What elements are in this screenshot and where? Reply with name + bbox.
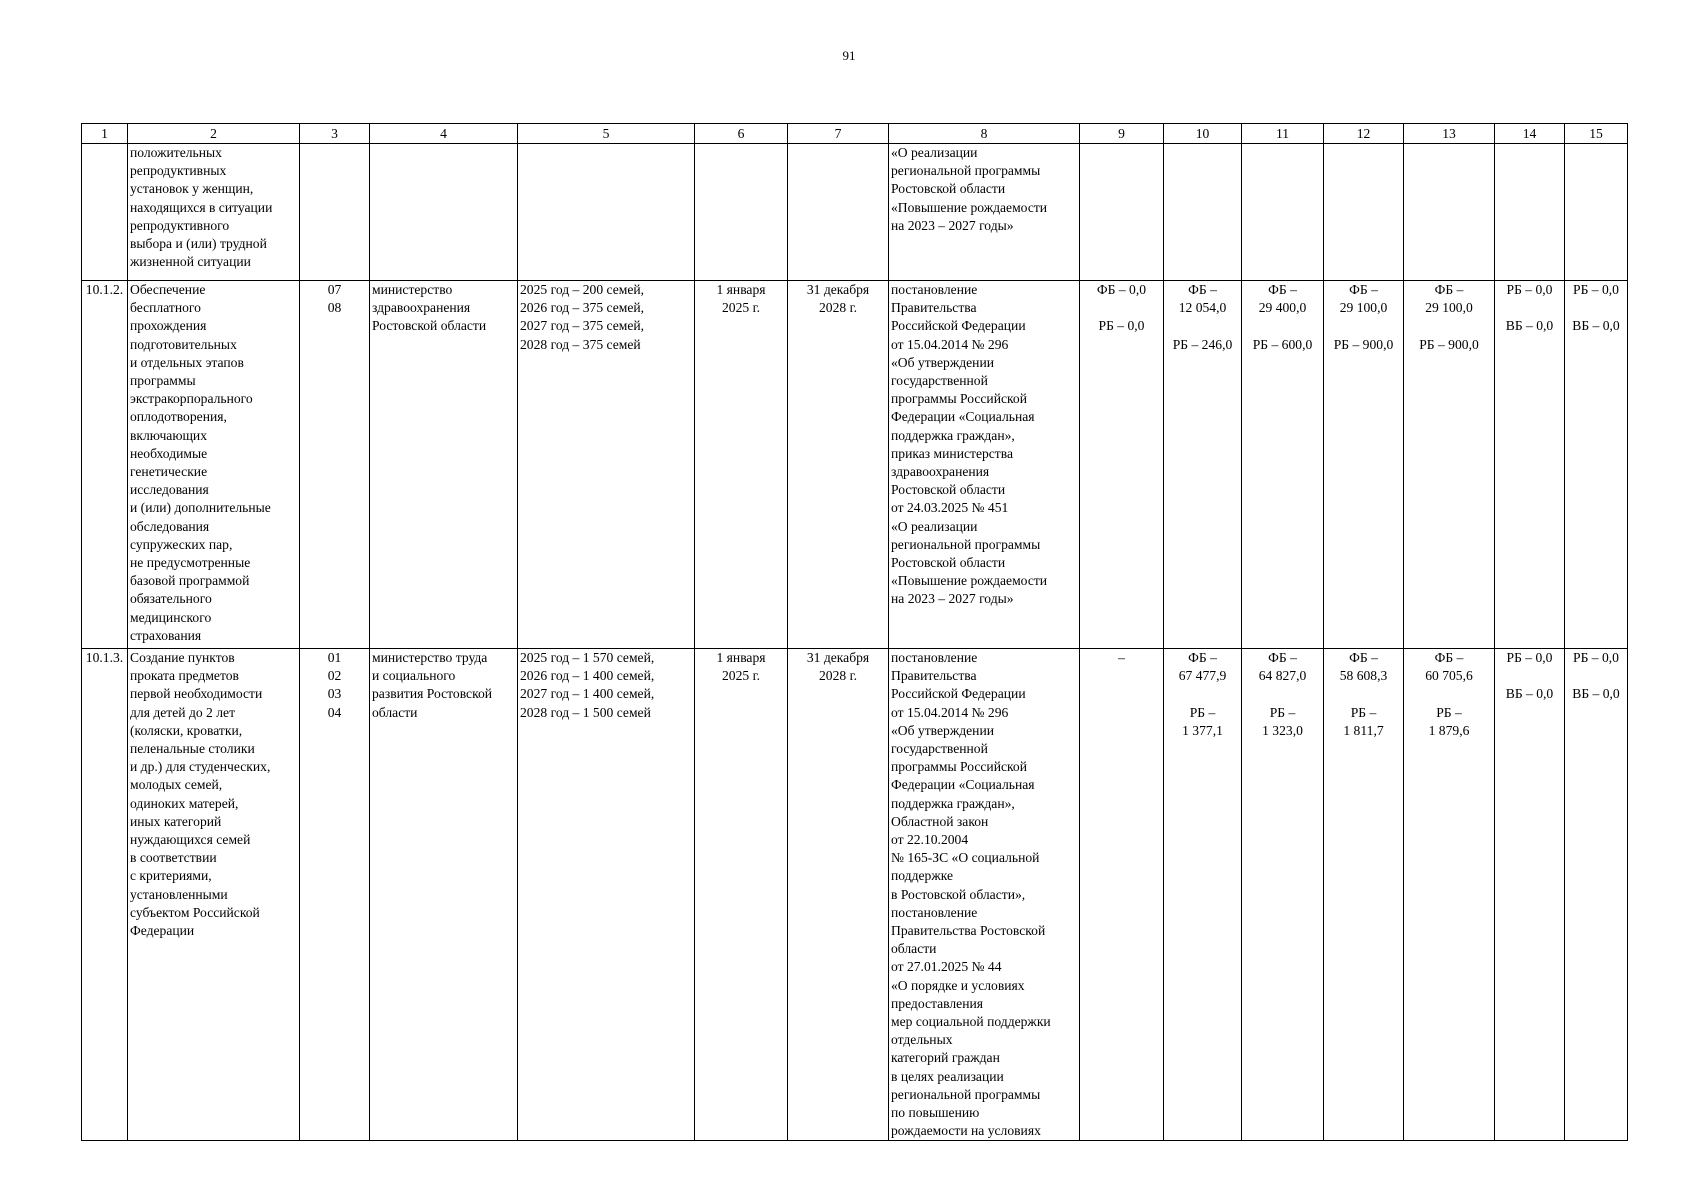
funding-col-9: ФБ – 0,0 РБ – 0,0: [1080, 281, 1164, 649]
header-col-3: 3: [300, 124, 370, 144]
legal-basis: постановление Правительства Российской Федерации от 15.04.2014 № 296 «Об утверждении государственной программы Российской Федерации «Социальная поддержка граждан», Областной закон от 22.10.2004 № 165-ЗС «О социальной поддержке в Ростовской области», постановление Правительства Ростовской области от 27.01.2025 № 44 «О порядке и условиях предоставления мер социальной поддержки отдельных категорий граждан в целях реализации региональной программы по повышению рождаемости на условиях: [889, 649, 1080, 1141]
funding-col-13: ФБ – 29 100,0 РБ – 900,0: [1404, 281, 1495, 649]
responsible-executor: министерство здравоохранения Ростовской области: [370, 281, 518, 649]
code-cell: 07 08: [300, 281, 370, 649]
funding-col-11: ФБ – 29 400,0 РБ – 600,0: [1242, 281, 1324, 649]
header-col-7: 7: [788, 124, 889, 144]
target-indicator: 2025 год – 200 семей, 2026 год – 375 семей, 2027 год – 375 семей, 2028 год – 375 семей: [518, 281, 695, 649]
funding-col-15: РБ – 0,0 ВБ – 0,0: [1565, 281, 1628, 649]
funding-col-12: ФБ – 58 608,3 РБ – 1 811,7: [1324, 649, 1404, 1141]
funding-col-13: [1404, 144, 1495, 281]
legal-basis: «О реализации региональной программы Ростовской области «Повышение рождаемости на 2023 – 2027 годы»: [889, 144, 1080, 281]
funding-col-14: РБ – 0,0 ВБ – 0,0: [1495, 281, 1565, 649]
end-date: 31 декабря 2028 г.: [788, 281, 889, 649]
funding-col-12: [1324, 144, 1404, 281]
row-number: 10.1.3.: [82, 649, 128, 1141]
start-date: 1 января 2025 г.: [695, 281, 788, 649]
funding-col-14: РБ – 0,0 ВБ – 0,0: [1495, 649, 1565, 1141]
header-col-10: 10: [1164, 124, 1242, 144]
program-table: [81, 123, 1628, 1141]
header-col-9: 9: [1080, 124, 1164, 144]
header-col-4: 4: [370, 124, 518, 144]
activity-name: Создание пунктов проката предметов первой необходимости для детей до 2 лет (коляски, кроватки, пеленальные столики и др.) для студенческих, молодых семей, одиноких матерей, иных категорий нуждающихся семей в соответствии с критериями, установленными субъектом Российской Федерации: [128, 649, 300, 1141]
header-col-2: 2: [128, 124, 300, 144]
table-row: [82, 649, 1628, 1141]
responsible-executor: [370, 144, 518, 281]
page-number: 91: [842, 48, 856, 63]
funding-col-9: [1080, 144, 1164, 281]
header-col-5: 5: [518, 124, 695, 144]
code-cell: [300, 144, 370, 281]
target-indicator: [518, 144, 695, 281]
funding-col-15: [1565, 144, 1628, 281]
row-number: [82, 144, 128, 281]
funding-col-9: –: [1080, 649, 1164, 1141]
funding-col-11: ФБ – 64 827,0 РБ – 1 323,0: [1242, 649, 1324, 1141]
table-row: [82, 281, 1628, 649]
header-col-6: 6: [695, 124, 788, 144]
header-col-8: 8: [889, 124, 1080, 144]
row-number: 10.1.2.: [82, 281, 128, 649]
code-cell: 01 02 03 04: [300, 649, 370, 1141]
header-col-14: 14: [1495, 124, 1565, 144]
responsible-executor: министерство труда и социального развития Ростовской области: [370, 649, 518, 1141]
table-row: [82, 144, 1628, 281]
end-date: 31 декабря 2028 г.: [788, 649, 889, 1141]
header-col-13: 13: [1404, 124, 1495, 144]
header-col-15: 15: [1565, 124, 1628, 144]
header-col-1: 1: [82, 124, 128, 144]
funding-col-13: ФБ – 60 705,6 РБ – 1 879,6: [1404, 649, 1495, 1141]
target-indicator: 2025 год – 1 570 семей, 2026 год – 1 400 семей, 2027 год – 1 400 семей, 2028 год – 1 500 семей: [518, 649, 695, 1141]
start-date: [695, 144, 788, 281]
start-date: 1 января 2025 г.: [695, 649, 788, 1141]
funding-col-10: ФБ – 12 054,0 РБ – 246,0: [1164, 281, 1242, 649]
funding-col-11: [1242, 144, 1324, 281]
activity-name: Обеспечение бесплатного прохождения подготовительных и отдельных этапов программы экстракорпорального оплодотворения, включающих необходимые генетические исследования и (или) дополнительные обследования супружеских пар, не предусмотренные базовой программой обязательного медицинского страхования: [128, 281, 300, 649]
funding-col-10: [1164, 144, 1242, 281]
header-col-11: 11: [1242, 124, 1324, 144]
header-row: [82, 124, 1628, 144]
activity-name: положительных репродуктивных установок у женщин, находящихся в ситуации репродуктивного выбора и (или) трудной жизненной ситуации: [128, 144, 300, 281]
funding-col-14: [1495, 144, 1565, 281]
header-col-12: 12: [1324, 124, 1404, 144]
legal-basis: постановление Правительства Российской Федерации от 15.04.2014 № 296 «Об утверждении государственной программы Российской Федерации «Социальная поддержка граждан», приказ министерства здравоохранения Ростовской области от 24.03.2025 № 451 «О реализации региональной программы Ростовской области «Повышение рождаемости на 2023 – 2027 годы»: [889, 281, 1080, 649]
funding-col-10: ФБ – 67 477,9 РБ – 1 377,1: [1164, 649, 1242, 1141]
funding-col-15: РБ – 0,0 ВБ – 0,0: [1565, 649, 1628, 1141]
funding-col-12: ФБ – 29 100,0 РБ – 900,0: [1324, 281, 1404, 649]
end-date: [788, 144, 889, 281]
